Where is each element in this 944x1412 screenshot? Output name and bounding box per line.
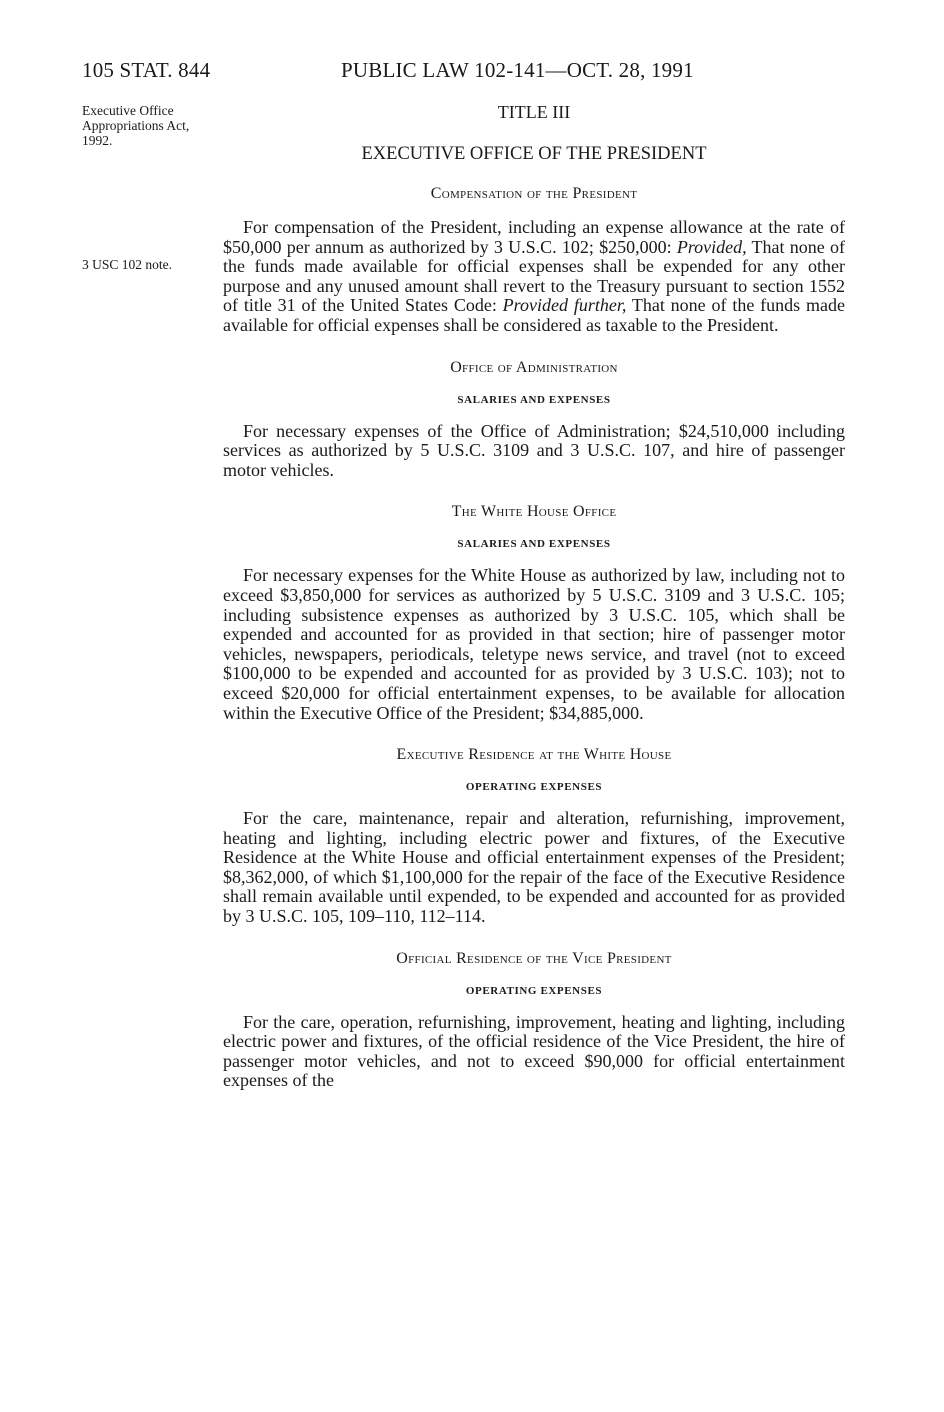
page-stat-number: 105 STAT. 844	[82, 58, 211, 82]
subheading-vice-president: OPERATING EXPENSES	[465, 984, 603, 997]
emphasis-provided: Provided,	[676, 236, 747, 257]
emphasis-provided-further: Provided further,	[502, 295, 627, 316]
section-heading-executive-residence: Executive Residence at the White House	[396, 746, 672, 764]
title-heading: TITLE III	[497, 102, 571, 122]
section-heading-compensation: Compensation of the President	[430, 185, 638, 202]
text-segment: That none of the funds made available for official expenses shall be considered as taxable to the President.	[223, 295, 845, 335]
section-heading-vice-president: Official Residence of the Vice President	[396, 949, 672, 967]
paragraph-compensation	[223, 218, 845, 336]
paragraph-white-house: For necessary expenses for the White House as authorized by law, including not to exceed $3,850,000 for services as authorized by 5 U.S.C. 3109 and 3 U.S.C. 105; including subsistence expenses as authorized by 3 U.S.C. 105, which shall be expended and accounted for as provided in that section; hire of passenger motor vehicles, newspapers, periodicals, teletype news service, and travel (not to exceed $100,000 to be expended and accounted for as provided by 3 U.S.C. 103); not to exceed $20,000 for official entertainment expenses, to be available for allocation within the Executive Office of the President; $34,885,000.	[223, 565, 845, 723]
subheading-white-house: SALARIES AND EXPENSES	[457, 538, 611, 551]
margin-note-act: Executive Office Appropriations Act, 1992.	[82, 103, 190, 148]
paragraph-administration: For necessary expenses of the Office of Administration; $24,510,000 including services as authorized by 5 U.S.C. 3109 and 3 U.S.C. 107, and hire of passenger motor vehicles.	[223, 420, 845, 480]
subheading-executive-residence: OPERATING EXPENSES	[465, 781, 603, 794]
margin-note-usc: 3 USC 102 note.	[82, 257, 173, 272]
section-heading-white-house: The White House Office	[451, 503, 617, 521]
section-heading-administration: Office of Administration	[450, 358, 618, 376]
text-segment: That none of the funds made available for official expenses shall be expended for any other purpose and any unused amount shall revert to the Treasury pursuant to section 1552 of title 31 of the United States Code:	[223, 236, 845, 316]
paragraph-vice-president: For the care, operation, refurnishing, improvement, heating and lighting, including electric power and fixtures, of the official residence of the Vice President, the hire of passenger motor vehicles, and not to exceed $90,000 for official entertainment expenses of the	[223, 1011, 845, 1091]
paragraph-executive-residence: For the care, maintenance, repair and alteration, refurnishing, improvement, heating and lighting, including electric power and fixtures, of the Executive Residence at the White House and official entertainment expenses of the President; $8,362,000, of which $1,100,000 for the repair of the face of the Executive Residence shall remain available until expended, to be expended and accounted for as provided by 3 U.S.C. 105, 109–110, 112–114.	[223, 808, 845, 927]
subtitle-heading: EXECUTIVE OFFICE OF THE PRESIDENT	[361, 144, 707, 164]
text-segment: For compensation of the President, including an expense allowance at the rate of $50,000 per annum as authorized by 3 U.S.C. 102; $250,000:	[223, 217, 845, 257]
subheading-administration: SALARIES AND EXPENSES	[457, 393, 611, 406]
main-text-column	[223, 100, 845, 1091]
public-law-header: PUBLIC LAW 102-141—OCT. 28, 1991	[341, 58, 694, 82]
